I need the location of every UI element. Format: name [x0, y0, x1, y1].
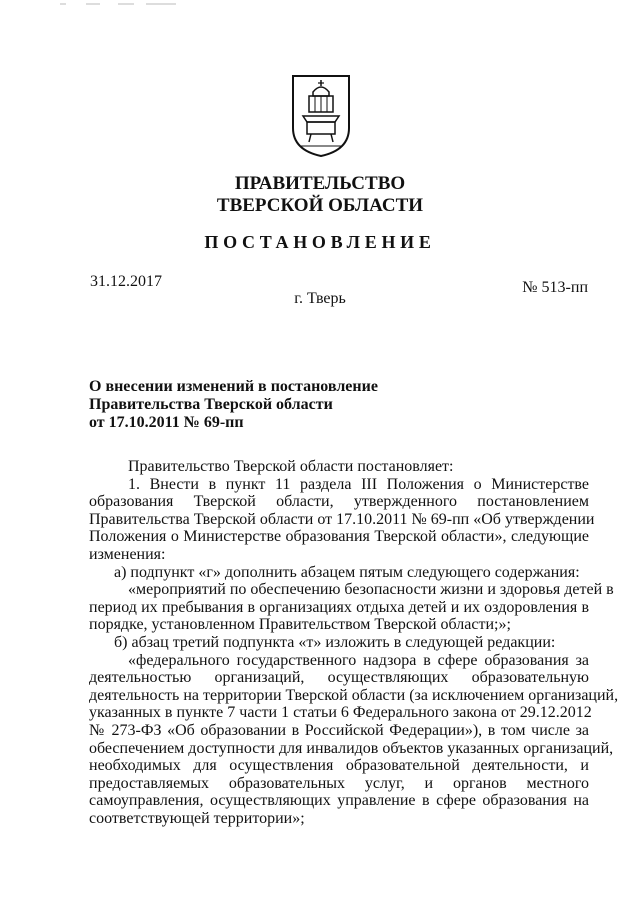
- document-date: 31.12.2017: [90, 273, 162, 290]
- body-line: Правительство Тверской области постановляет:: [128, 458, 454, 475]
- government-name-line1: ПРАВИТЕЛЬСТВО: [234, 173, 406, 194]
- document-body: [89, 458, 619, 827]
- body-line: предоставляемых образовательных услуг, и органов местного: [89, 774, 589, 792]
- body-line: образования Тверской области, утвержденного постановлением: [89, 493, 589, 511]
- body-line: самоуправления, осуществляющих управление в сфере образования на: [89, 792, 589, 810]
- body-line: необходимых для осуществления образовательной деятельности, и: [89, 757, 589, 775]
- body-line: а) подпункт «г» дополнить абзацем пятым следующего содержания:: [114, 563, 580, 581]
- body-line: Положения о Министерстве образования Тверской области», следующие: [89, 528, 589, 546]
- document-subject: [89, 378, 378, 432]
- body-line: деятельность на территории Тверской области (за исключением организаций,: [89, 686, 619, 704]
- subject-line: от 17.10.2011 № 69-пп: [89, 414, 244, 431]
- government-name-line2: ТВЕРСКОЙ ОБЛАСТИ: [216, 195, 424, 216]
- body-line: 1. Внести в пункт 11 раздела III Положения о Министерстве: [128, 475, 589, 493]
- tver-coat-of-arms-icon: [289, 74, 353, 158]
- body-line: период их пребывания в организациях отдыха детей и их оздоровления в: [89, 598, 589, 616]
- body-line: обеспечением доступности для инвалидов объектов указанных организаций,: [89, 739, 614, 757]
- body-line: «федерального государственного надзора в сфере образования за: [128, 651, 589, 669]
- subject-line: О внесении изменений в постановление: [89, 378, 378, 395]
- body-line: б) абзац третий подпункта «т» изложить в следующей редакции:: [114, 633, 556, 651]
- document-number: № 513-пп: [522, 279, 588, 296]
- body-line: деятельностью организаций, осуществляющих образовательную: [89, 669, 589, 687]
- body-line: порядке, установленном Правительством Тверской области;»;: [89, 616, 511, 634]
- body-line: соответствующей территории»;: [89, 809, 305, 827]
- subject-line: Правительства Тверской области: [89, 396, 333, 413]
- body-line: № 273-ФЗ «Об образовании в Российской Федерации»), в том числе за: [89, 721, 589, 739]
- document-type-title: ПОСТАНОВЛЕНИЕ: [204, 232, 436, 252]
- body-line: «мероприятий по обеспечению безопасности жизни и здоровья детей в: [128, 581, 614, 599]
- body-line: изменения:: [89, 545, 166, 563]
- document-city: г. Тверь: [294, 290, 346, 307]
- body-line: указанных в пункте 7 части 1 статьи 6 Федерального закона от 29.12.2012: [89, 704, 592, 722]
- body-line: Правительства Тверской области от 17.10.2011 № 69-пп «Об утверждении: [89, 510, 595, 528]
- scan-artifact: [0, 2, 640, 6]
